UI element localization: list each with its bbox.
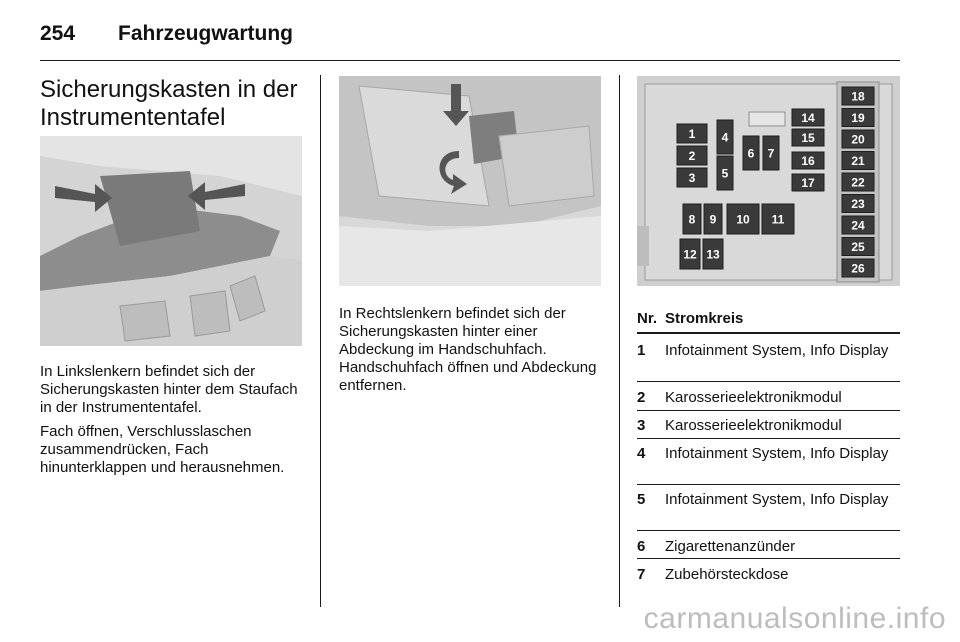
- section-title: [40, 76, 310, 132]
- row-circuit: Zubehörsteckdose: [665, 566, 789, 583]
- fuse-label-18: 18: [851, 89, 865, 104]
- row-circuit: Zigarettenanzünder: [665, 538, 796, 555]
- row-circuit: Karosserieelektronikmodul: [665, 389, 842, 406]
- column-header-circuit: Stromkreis: [665, 310, 744, 327]
- row-number: 4: [637, 445, 646, 462]
- column-divider-left: [320, 75, 321, 607]
- row-circuit: Infotainment System, Info Display: [665, 342, 889, 359]
- fuse-label-20: 20: [851, 132, 865, 147]
- fuse-label-19: 19: [851, 111, 865, 125]
- fuse-label-12: 12: [683, 247, 697, 262]
- chapter-title: Fahrzeugwartung: [118, 22, 294, 45]
- row-separator: [637, 438, 900, 439]
- fuse-label-8: 8: [688, 212, 696, 227]
- row-separator: [637, 484, 900, 485]
- circuit-table-header: [637, 310, 900, 334]
- fuse-label-25: 25: [851, 240, 865, 254]
- section-title-line-2: Instrumententafel: [40, 104, 226, 131]
- lhd-storage-compartment-illustration: [40, 136, 302, 346]
- row-circuit: Karosserieelektronikmodul: [665, 417, 842, 434]
- fuse-box-diagram: [637, 76, 900, 286]
- fuse-label-24: 24: [851, 218, 865, 233]
- lhd-instructions: Fach öffnen, Verschlusslaschen zusammendrücken, Fach hinunterklappen und herausnehmen.: [40, 423, 285, 476]
- page-header: [40, 20, 900, 61]
- rhd-description: In Rechtslenkern befindet sich der Sicherungskasten hinter einer Abdeckung im Handschuhfach. Handschuhfach öffnen und Abdeckung entfernen.: [339, 305, 597, 394]
- row-number: 1: [637, 342, 646, 359]
- row-number: 7: [637, 566, 646, 583]
- rhd-glovebox-illustration: [339, 76, 601, 286]
- row-separator: [637, 410, 900, 411]
- fuse-label-5: 5: [721, 166, 729, 181]
- fuse-label-11: 11: [771, 212, 785, 227]
- fuse-label-3: 3: [688, 171, 696, 185]
- row-separator: [637, 558, 900, 559]
- fuse-label-6: 6: [747, 146, 755, 161]
- fuse-label-23: 23: [851, 197, 865, 211]
- row-number: 6: [637, 538, 646, 555]
- row-number: 3: [637, 417, 646, 434]
- fuse-label-22: 22: [851, 175, 865, 190]
- row-separator: [637, 530, 900, 531]
- page-number: 254: [40, 22, 76, 45]
- section-title-line-1: Sicherungskasten in der: [40, 76, 298, 103]
- fuse-label-15: 15: [801, 131, 815, 145]
- row-number: 5: [637, 491, 646, 508]
- fuse-label-7: 7: [767, 146, 775, 161]
- fuse-label-4: 4: [721, 130, 729, 145]
- watermark: carmanualsonline.info: [643, 602, 946, 635]
- fuse-label-1: 1: [688, 127, 696, 141]
- fuse-label-21: 21: [851, 154, 865, 168]
- fuse-label-13: 13: [706, 247, 720, 262]
- empty-slot: [749, 112, 785, 126]
- fuse-label-26: 26: [851, 261, 865, 276]
- fuse-label-9: 9: [709, 212, 717, 227]
- row-separator: [637, 381, 900, 382]
- row-number: 2: [637, 389, 646, 406]
- fuse-label-16: 16: [801, 154, 815, 168]
- lhd-description: In Linkslenkern befindet sich der Sicherungskasten hinter dem Staufach in der Instrumententafel.: [40, 363, 298, 416]
- fuse-label-17: 17: [801, 176, 815, 190]
- fuse-label-10: 10: [736, 212, 750, 227]
- row-circuit: Infotainment System, Info Display: [665, 491, 889, 508]
- column-divider-right: [619, 75, 620, 607]
- column-header-nr: Nr.: [637, 310, 658, 327]
- fuse-label-2: 2: [688, 149, 696, 163]
- row-circuit: Infotainment System, Info Display: [665, 445, 889, 462]
- fuse-label-14: 14: [801, 111, 815, 125]
